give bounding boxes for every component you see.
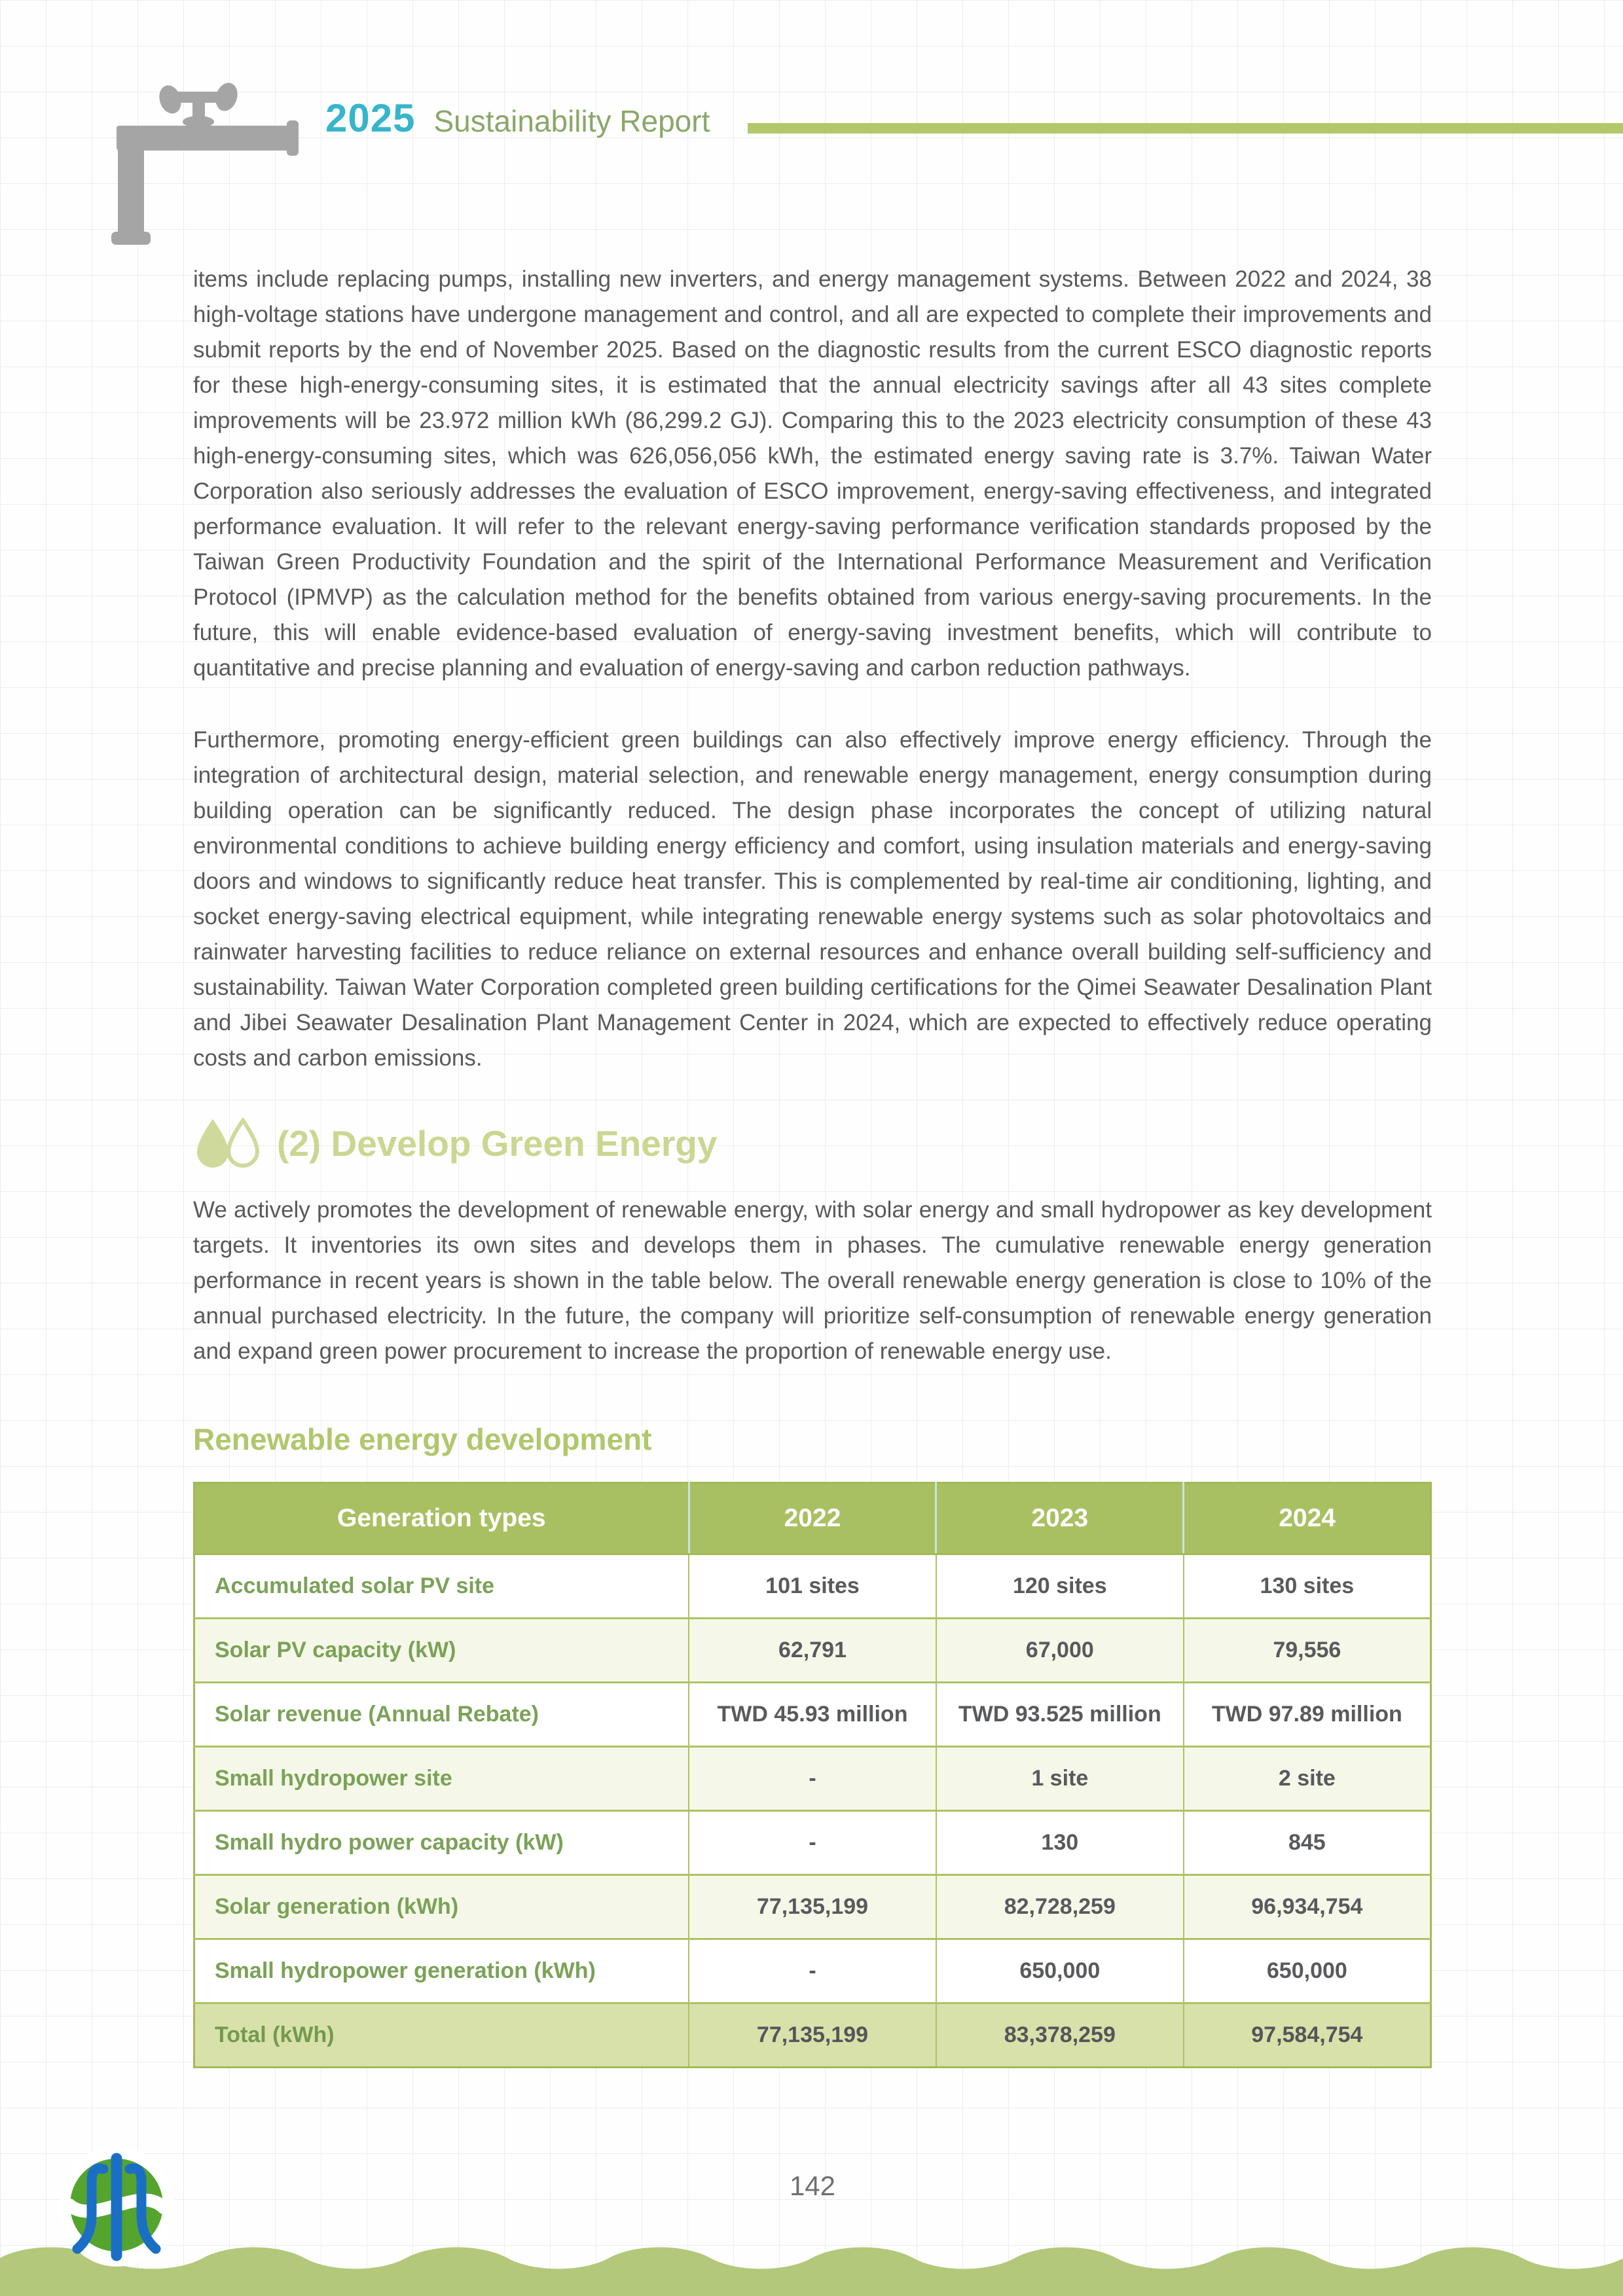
table-row [194,1619,1431,1683]
table-row [194,1939,1431,2003]
cell-value: TWD 97.89 million [1184,1683,1431,1747]
footer-wave [0,2217,1623,2296]
col-header-2024: 2024 [1184,1483,1431,1554]
cell-value: 79,556 [1184,1619,1431,1683]
cell-value: 97,584,754 [1184,2003,1431,2068]
cell-value: 62,791 [689,1619,936,1683]
col-header-generation-types: Generation types [194,1483,689,1554]
cell-value: 845 [1184,1811,1431,1875]
table-row [194,1683,1431,1747]
row-label: Solar revenue (Annual Rebate) [194,1683,689,1747]
paragraph-esco: items include replacing pumps, installing new inverters, and energy management systems. Between 2022 and 2024, 38 high-voltage stations have undergone management and control, and all are expected to complete their improvements and submit reports by the end of November 2025. Based on the diagnostic results from the current ESCO diagnostic reports for these high-energy-consuming sites, it is estimated that the annual electricity savings after all 43 sites complete improvements will be 23.972 million kWh (86,299.2 GJ). Comparing this to the 2023 electricity consumption of these 43 high-energy-consuming sites, which was 626,056,056 kWh, the estimated energy saving rate is 3.7%. Taiwan Water Corporation also seriously addresses the evaluation of ESCO improvement, energy-saving effectiveness, and integrated performance evaluation. It will refer to the relevant energy-saving performance verification standards proposed by the Taiwan Green Productivity Foundation and the spirit of the International Performance Measurement and Verification Protocol (IPMVP) as the calculation method for the benefits obtained from various energy-saving procurements. In the future, this will enable evidence-based evaluation of energy-saving investment benefits, which will contribute to quantitative and precise planning and evaluation of energy-saving and carbon reduction pathways. [193,266,1432,681]
cell-value: 650,000 [1184,1939,1431,2003]
section-heading-develop-green-energy [193,1117,1432,1170]
row-label: Total (kWh) [194,2003,689,2068]
cell-value: 82,728,259 [936,1875,1184,1939]
row-label: Small hydro power capacity (kW) [194,1811,689,1875]
row-label: Solar generation (kWh) [194,1875,689,1939]
table-total-row [194,2003,1431,2068]
cell-value: TWD 45.93 million [689,1683,936,1747]
cell-value: 650,000 [936,1939,1184,2003]
section-heading-label: (2) Develop Green Energy [277,1123,718,1164]
cell-value: 1 site [936,1747,1184,1811]
cell-value: - [689,1811,936,1875]
cell-value: 130 [936,1811,1184,1875]
paragraph-green-buildings: Furthermore, promoting energy-efficient green buildings can also effectively improve energy efficiency. Through the integration of architectural design, material selection, and renewable energy management, energy consumption during building operation can be significantly reduced. The design phase incorporates the concept of utilizing natural environmental conditions to achieve building energy efficiency and comfort, using insulation materials and energy-saving doors and windows to significantly reduce heat transfer. This is complemented by real-time air conditioning, lighting, and socket energy-saving electrical equipment, while integrating renewable energy systems such as solar photovoltaics and rainwater harvesting facilities to reduce reliance on external resources and enhance overall building self-sufficiency and sustainability. Taiwan Water Corporation completed green building certifications for the Qimei Seawater Desalination Plant and Jibei Seawater Desalination Plant Management Center in 2024, which are expected to effectively reduce operating costs and carbon emissions. [193,727,1432,1071]
cell-value: 130 sites [1184,1554,1431,1619]
cell-value: 67,000 [936,1619,1184,1683]
row-label: Accumulated solar PV site [194,1554,689,1619]
page-content [193,0,1432,2068]
col-header-2022: 2022 [689,1483,936,1554]
cell-value: TWD 93.525 million [936,1683,1184,1747]
cell-value: - [689,1939,936,2003]
cell-value: - [689,1747,936,1811]
table-row [194,1747,1431,1811]
cell-value: 2 site [1184,1747,1431,1811]
table-caption: Renewable energy development [193,1422,652,1456]
cell-value: 120 sites [936,1554,1184,1619]
cell-value: 96,934,754 [1184,1875,1431,1939]
water-drops-icon [193,1117,265,1170]
page-number: 142 [789,2170,836,2201]
row-label: Solar PV capacity (kW) [194,1619,689,1683]
row-label: Small hydropower generation (kWh) [194,1939,689,2003]
table-row [194,1875,1431,1939]
table-row [194,1554,1431,1619]
col-header-2023: 2023 [936,1483,1184,1554]
renewable-energy-table [193,1482,1432,2068]
report-title: Sustainability Report [433,104,710,138]
cell-value: 101 sites [689,1554,936,1619]
cell-value: 83,378,259 [936,2003,1184,2068]
taiwan-water-logo [56,2145,181,2270]
report-year: 2025 [325,96,416,140]
row-label: Small hydropower site [194,1747,689,1811]
paragraph-renewable-energy: We actively promotes the development of renewable energy, with solar energy and small hydropower as key development targets. It inventories its own sites and develops them in phases. The cumulative renewable energy generation performance in recent years is shown in the table below. The overall renewable energy generation is close to 10% of the annual purchased electricity. In the future, the company will prioritize self-consumption of renewable energy generation and expand green power procurement to increase the proportion of renewable energy use. [193,1197,1432,1364]
table-row [194,1811,1431,1875]
table-header-row [194,1483,1431,1554]
cell-value: 77,135,199 [689,2003,936,2068]
cell-value: 77,135,199 [689,1875,936,1939]
